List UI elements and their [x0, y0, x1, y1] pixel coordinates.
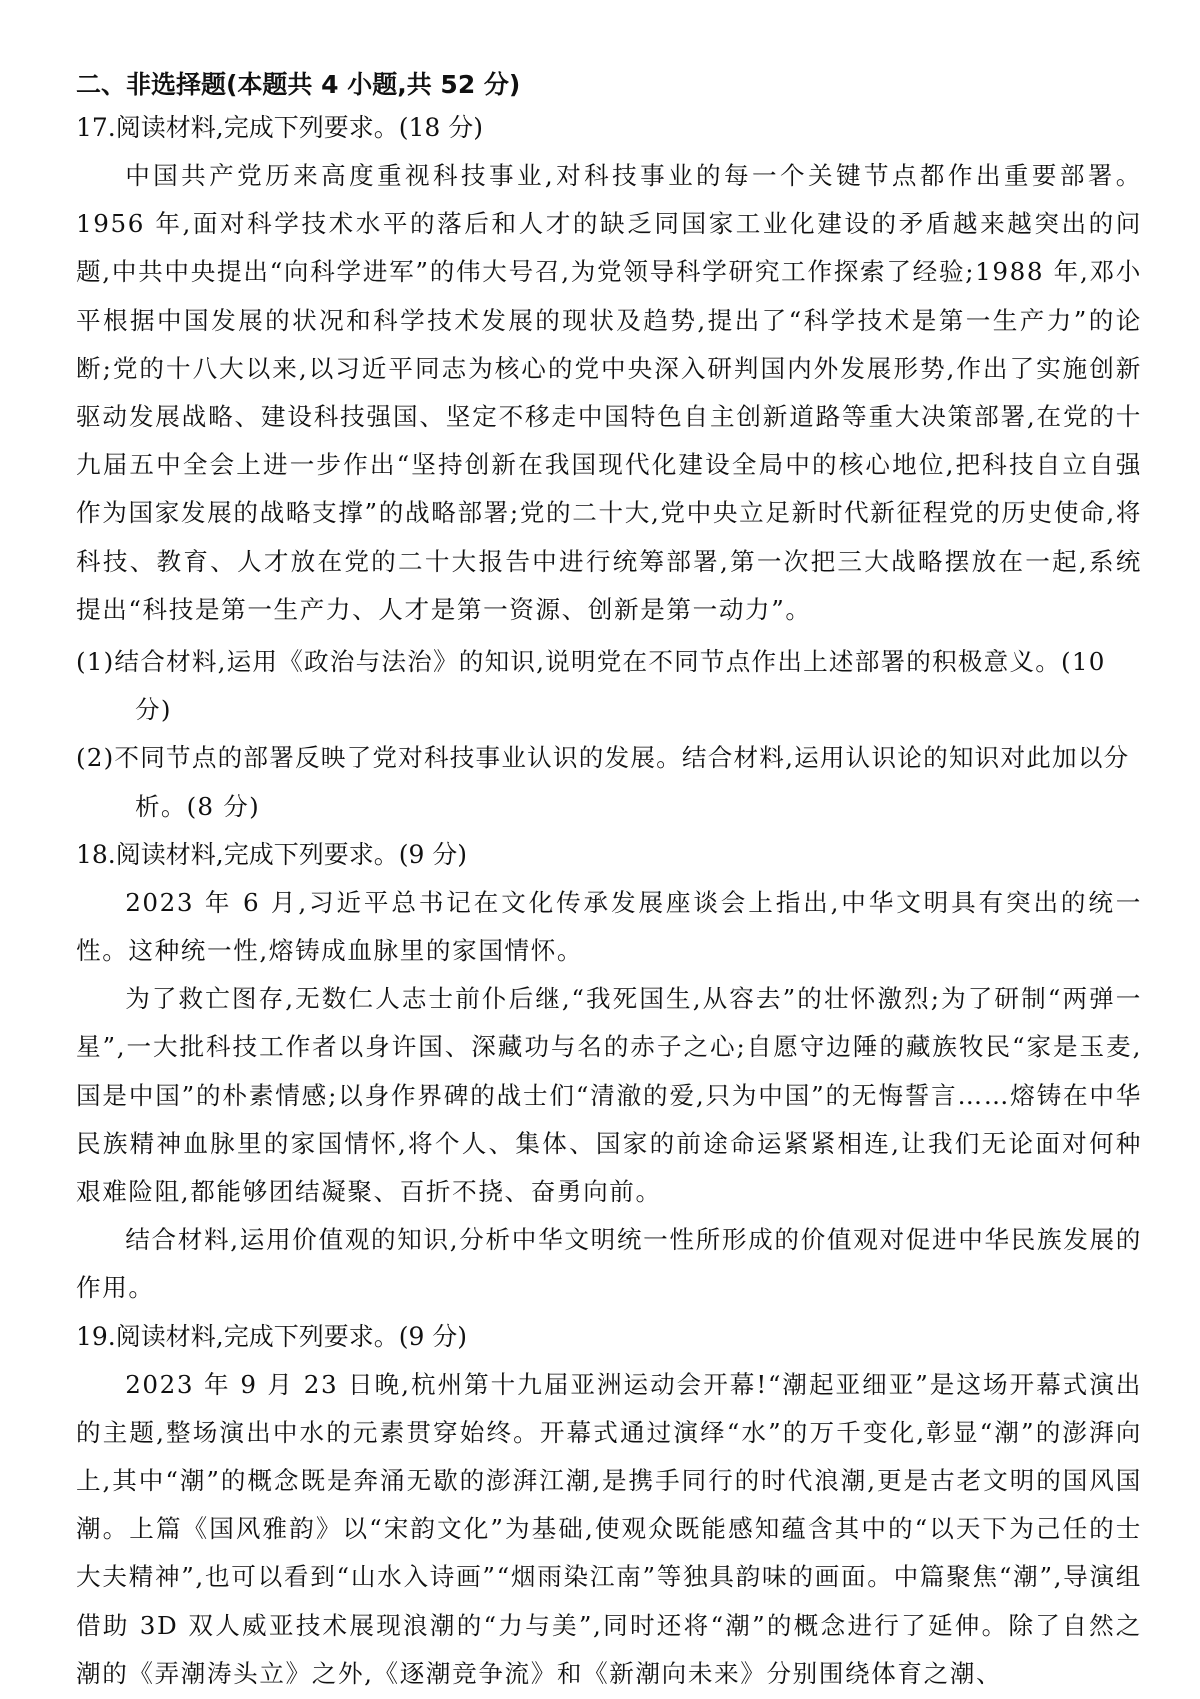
question-17-part-2: (2)不同节点的部署反映了党对科技事业认识的发展。结合材料,运用认识论的知识对此加以分析。(8 分)	[76, 743, 1130, 821]
question-19-heading: 19.阅读材料,完成下列要求。(9 分)	[76, 1321, 468, 1351]
question-18-material-2: 为了救亡图存,无数仁人志士前仆后继,“我死国生,从容去”的壮怀激烈;为了研制“两弹一星”,一大批科技工作者以身许国、深藏功与名的赤子之心;自愿守边陲的藏族牧民“家是玉麦,国是中国”的朴素情感;以身作界碑的战士们“清澈的爱,只为中国”的无悔誓言……熔铸在中华民族精神血脉里的家国情怀,将个人、集体、国家的前途命运紧紧相连,让我们无论面对何种艰难险阻,都能够团结凝聚、百折不挠、奋勇向前。	[76, 984, 1142, 1207]
question-17-part-1: (1)结合材料,运用《政治与法治》的知识,说明党在不同节点作出上述部署的积极意义。(10 分)	[76, 647, 1106, 725]
section-title: 二、非选择题(本题共 4 小题,共 52 分)	[76, 70, 521, 99]
question-19-material: 2023 年 9 月 23 日晚,杭州第十九届亚洲运动会开幕!“潮起亚细亚”是这场开幕式演出的主题,整场演出中水的元素贯穿始终。开幕式通过演绎“水”的万千变化,彰显“潮”的澎湃向上,其中“潮”的概念既是奔涌无歇的澎湃江潮,是携手同行的时代浪潮,更是古老文明的国风国潮。上篇《国风雅韵》以“宋韵文化”为基础,使观众既能感知蕴含其中的“以天下为己任的士大夫精神”,也可以看到“山水入诗画”“烟雨染江南”等独具韵味的画面。中篇聚焦“潮”,导演组借助 3D 双人威亚技术展现浪潮的“力与美”,同时还将“潮”的概念进行了延伸。除了自然之潮的《弄潮涛头立》之外,《逐潮竞争流》和《新潮向未来》分别围绕体育之潮、	[76, 1369, 1142, 1688]
question-18	[76, 831, 1142, 1313]
question-18-material-1: 2023 年 6 月,习近平总书记在文化传承发展座谈会上指出,中华文明具有突出的统一性。这种统一性,熔铸成血脉里的家国情怀。	[76, 887, 1142, 966]
question-19	[76, 1313, 1142, 1698]
question-17	[76, 104, 1142, 831]
question-18-heading: 18.阅读材料,完成下列要求。(9 分)	[76, 839, 468, 869]
question-17-heading: 17.阅读材料,完成下列要求。(18 分)	[76, 113, 483, 142]
question-18-prompt: 结合材料,运用价值观的知识,分析中华文明统一性所形成的价值观对促进中华民族发展的作用。	[76, 1225, 1142, 1303]
question-17-material: 中国共产党历来高度重视科技事业,对科技事业的每一个关键节点都作出重要部署。1956 年,面对科学技术水平的落后和人才的缺乏同国家工业化建设的矛盾越来越突出的问题,中共中央提出“向科学进军”的伟大号召,为党领导科学研究工作探索了经验;1988 年,邓小平根据中国发展的状况和科学技术发展的现状及趋势,提出了“科学技术是第一生产力”的论断;党的十八大以来,以习近平同志为核心的党中央深入研判国内外发展形势,作出了实施创新驱动发展战略、建设科技强国、坚定不移走中国特色自主创新道路等重大决策部署,在党的十九届五中全会上进一步作出“坚持创新在我国现代化建设全局中的核心地位,把科技自立自强作为国家发展的战略支撑”的战略部署;党的二十大,党中央立足新时代新征程党的历史使命,将科技、教育、人才放在党的二十大报告中进行统筹部署,第一次把三大战略摆放在一起,系统提出“科技是第一生产力、人才是第一资源、创新是第一动力”。	[76, 161, 1142, 624]
